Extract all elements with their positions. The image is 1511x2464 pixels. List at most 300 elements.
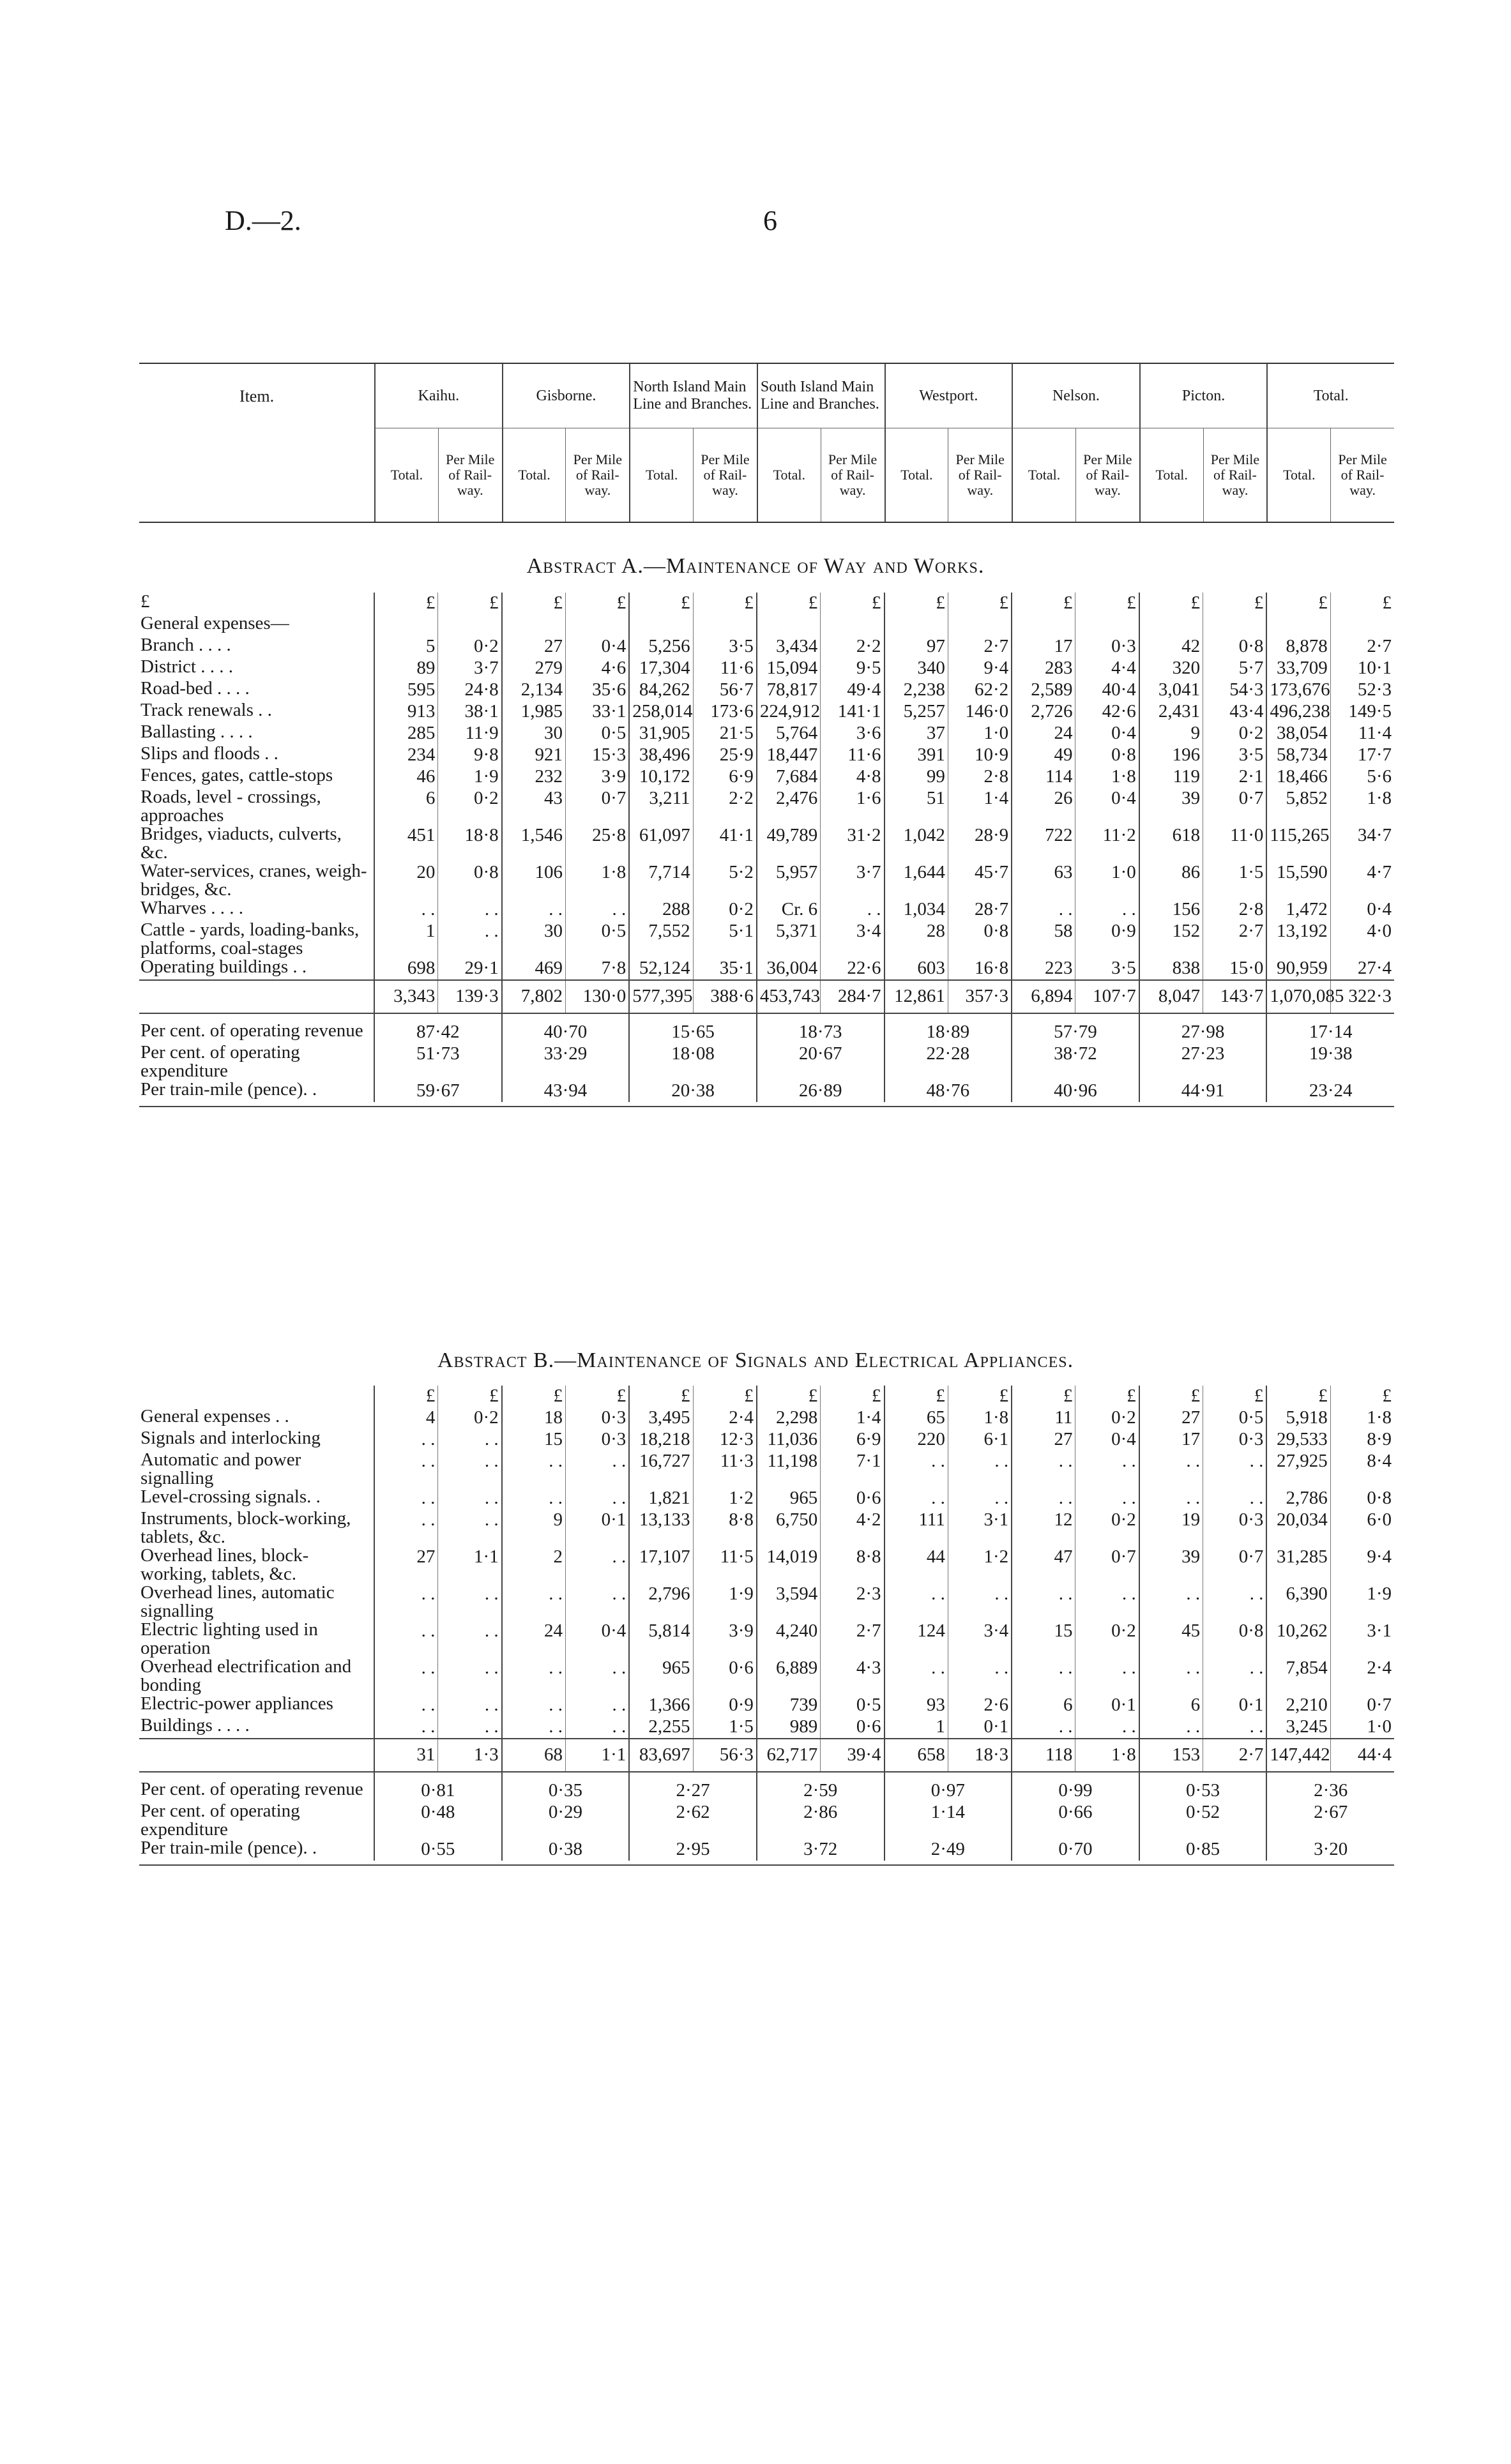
table-cell: . .	[1075, 1488, 1139, 1509]
document-code: D.—2.	[225, 205, 301, 236]
table-cell: 2,255	[629, 1716, 693, 1739]
table-cell: 2·7	[1330, 636, 1394, 658]
table-cell: 62·2	[948, 679, 1012, 701]
table-cell: 11·4	[1330, 723, 1394, 744]
table-cell: . .	[374, 1509, 438, 1546]
table-cell	[438, 614, 502, 636]
row-label: Water-services, cranes, weigh-bridges, &c.	[140, 861, 367, 900]
table-cell: 27·4	[1330, 958, 1394, 980]
table-cell: . .	[565, 1546, 629, 1583]
table-cell: 4,240	[757, 1621, 821, 1658]
table-cell: 739	[757, 1695, 821, 1716]
table-cell: 5,256	[629, 636, 693, 658]
table-cell: 2·7	[1203, 921, 1267, 958]
table-cell: 52·3	[1330, 679, 1394, 701]
table-cell: 1·8	[1330, 1407, 1394, 1429]
summary-cell: 17·14	[1266, 1022, 1394, 1043]
table-cell: 3·4	[821, 921, 885, 958]
summary-label: Per train-mile (pence). .	[140, 1838, 317, 1858]
table-cell: 119	[1139, 766, 1203, 788]
table-cell: 2·4	[1330, 1658, 1394, 1695]
table-cell: 56·7	[693, 679, 757, 701]
table-cell	[565, 614, 629, 636]
spacer-cell	[1012, 1772, 1139, 1780]
table-cell: 9·4	[948, 658, 1012, 679]
table-cell: 8·8	[693, 1509, 757, 1546]
table-cell: 0·3	[565, 1429, 629, 1451]
table-cell: . .	[1203, 1658, 1267, 1695]
table-cell: 42	[1139, 636, 1203, 658]
table-cell: 52,124	[629, 958, 693, 980]
table-cell: 8·4	[1330, 1451, 1394, 1488]
table-cell: 0·1	[948, 1716, 1012, 1739]
table-cell: 3·7	[821, 862, 885, 899]
group-south-island: South Island Main Line and Branches.	[757, 364, 885, 428]
table-cell: 63	[1012, 862, 1075, 899]
table-cell: 3·7	[438, 658, 502, 679]
table-cell: . .	[885, 1451, 948, 1488]
table-cell: 1,366	[629, 1695, 693, 1716]
total-cell: 1·8	[1075, 1739, 1139, 1772]
table-cell: 1·9	[1330, 1583, 1394, 1621]
table-row	[139, 614, 1394, 636]
total-cell: 56·3	[693, 1739, 757, 1772]
table-cell: 0·9	[1075, 921, 1139, 958]
table-cell: 2,796	[629, 1583, 693, 1621]
total-cell: 18·3	[948, 1739, 1012, 1772]
table-cell: 27	[1139, 1407, 1203, 1429]
table-cell: 232	[502, 766, 566, 788]
summary-row	[139, 1802, 1394, 1839]
table-cell: . .	[502, 1716, 566, 1739]
table-cell: 11	[1012, 1407, 1075, 1429]
subheader-per-mile: Per Mile of Rail-way.	[948, 428, 1012, 522]
table-cell: 279	[502, 658, 566, 679]
table-cell: 49·4	[821, 679, 885, 701]
table-cell: 12	[1012, 1509, 1075, 1546]
table-cell: 114	[1012, 766, 1075, 788]
table-cell: 19	[1139, 1509, 1203, 1546]
table-cell: 18·8	[438, 825, 502, 862]
table-cell: 15·0	[1203, 958, 1267, 980]
table-cell: 1·5	[693, 1716, 757, 1739]
row-label: District . . . .	[140, 656, 233, 677]
table-cell: 8,878	[1266, 636, 1330, 658]
table-cell: 1,034	[885, 899, 948, 921]
row-label: Signals and interlocking	[140, 1428, 321, 1448]
table-cell: . .	[438, 1488, 502, 1509]
table-cell: £	[1075, 593, 1139, 614]
spacer-cell	[885, 1772, 1012, 1780]
total-cell: 130·0	[565, 980, 629, 1013]
subheader-per-mile: Per Mile of Rail-way.	[438, 428, 502, 522]
table-cell: 0·2	[1075, 1509, 1139, 1546]
summary-cell: 0·35	[502, 1780, 630, 1802]
table-cell: . .	[1075, 899, 1139, 921]
table-cell: 11·9	[438, 723, 502, 744]
table-cell: 0·4	[565, 1621, 629, 1658]
table-cell	[948, 614, 1012, 636]
table-cell: £	[1203, 593, 1267, 614]
table-row	[139, 1451, 1394, 1488]
table-cell: . .	[374, 1621, 438, 1658]
table-cell: 2,210	[1266, 1695, 1330, 1716]
table-cell: 838	[1139, 958, 1203, 980]
total-cell: 107·7	[1075, 980, 1139, 1013]
table-cell: 1·6	[821, 788, 885, 825]
table-cell: 2,476	[757, 788, 821, 825]
table-cell: 7,684	[757, 766, 821, 788]
table-cell: 2·3	[821, 1583, 885, 1621]
summary-cell: 0·81	[374, 1780, 502, 1802]
table-cell: 0·1	[1203, 1695, 1267, 1716]
spacer-cell	[757, 1013, 885, 1022]
table-row	[139, 679, 1394, 701]
table-cell: 11·3	[693, 1451, 757, 1488]
row-label: Overhead lines, block-working, tablets, &c.	[140, 1545, 309, 1584]
table-cell: 18,218	[629, 1429, 693, 1451]
table-cell: 0·4	[1330, 899, 1394, 921]
spacer-cell	[1012, 1013, 1139, 1022]
summary-cell: 33·29	[502, 1043, 630, 1080]
table-cell	[629, 614, 693, 636]
table-cell: 28	[885, 921, 948, 958]
subheader-total: Total.	[1266, 428, 1330, 522]
summary-cell: 51·73	[374, 1043, 502, 1080]
table-cell: 5·7	[1203, 658, 1267, 679]
table-cell: 7,714	[629, 862, 693, 899]
total-cell: 357·3	[948, 980, 1012, 1013]
table-cell: 220	[885, 1429, 948, 1451]
row-label: Level-crossing signals. .	[140, 1486, 321, 1507]
subheader-total: Total.	[502, 428, 566, 522]
summary-cell: 20·67	[757, 1043, 885, 1080]
table-cell: £	[1266, 593, 1330, 614]
row-label: Electric-power appliances	[140, 1693, 333, 1714]
table-cell: 1·2	[948, 1546, 1012, 1583]
table-cell: 6,889	[757, 1658, 821, 1695]
table-cell: 3,211	[629, 788, 693, 825]
table-cell: . .	[1075, 1658, 1139, 1695]
table-cell: 0·2	[438, 1407, 502, 1429]
table-cell: 1,821	[629, 1488, 693, 1509]
table-cell: 0·3	[565, 1407, 629, 1429]
table-cell: 43·4	[1203, 701, 1267, 723]
table-cell: 54·3	[1203, 679, 1267, 701]
total-cell: 147,442	[1266, 1739, 1330, 1772]
summary-cell: 0·70	[1012, 1839, 1139, 1861]
table-cell: 111	[885, 1509, 948, 1546]
table-cell: . .	[438, 1509, 502, 1546]
table-cell: 149·5	[1330, 701, 1394, 723]
summary-cell: 38·72	[1012, 1043, 1139, 1080]
row-label: Ballasting . . . .	[140, 722, 253, 742]
table-cell: 5,918	[1266, 1407, 1330, 1429]
table-cell: 41·1	[693, 825, 757, 862]
table-cell: . .	[1203, 1716, 1267, 1739]
table-cell: . .	[438, 1621, 502, 1658]
spacer-cell	[1266, 1772, 1394, 1780]
table-cell: £	[374, 593, 438, 614]
table-row	[139, 899, 1394, 921]
summary-label: Per train-mile (pence). .	[140, 1079, 317, 1100]
summary-cell: 40·70	[502, 1022, 630, 1043]
table-cell: . .	[1075, 1583, 1139, 1621]
summary-cell: 3·20	[1266, 1839, 1394, 1861]
subheader-per-mile: Per Mile of Rail-way.	[1330, 428, 1394, 522]
group-gisborne: Gisborne.	[502, 364, 630, 428]
table-cell: . .	[374, 1658, 438, 1695]
table-cell: 6·9	[821, 1429, 885, 1451]
table-cell: 18,466	[1266, 766, 1330, 788]
table-cell: 3·9	[693, 1621, 757, 1658]
table-cell: 2·8	[1203, 899, 1267, 921]
table-cell: 93	[885, 1695, 948, 1716]
summary-row	[139, 1839, 1394, 1861]
total-cell: 6,894	[1012, 980, 1075, 1013]
table-cell: 15·3	[565, 744, 629, 766]
table-row	[139, 862, 1394, 899]
table-row	[139, 658, 1394, 679]
table-cell: 320	[1139, 658, 1203, 679]
group-north-island: North Island Main Line and Branches.	[629, 364, 757, 428]
total-cell: 153	[1139, 1739, 1203, 1772]
row-label: Overhead electrification and bonding	[140, 1656, 352, 1695]
table-cell: . .	[1012, 1658, 1075, 1695]
table-cell: 283	[1012, 658, 1075, 679]
table-cell: 4·7	[1330, 862, 1394, 899]
table-cell: £	[1139, 593, 1203, 614]
table-cell: 1,985	[502, 701, 566, 723]
summary-row	[139, 1043, 1394, 1080]
table-cell: 9·8	[438, 744, 502, 766]
table-cell: 340	[885, 658, 948, 679]
table-cell: 0·8	[1203, 1621, 1267, 1658]
spacer-cell	[757, 1772, 885, 1780]
table-cell: 2·7	[948, 636, 1012, 658]
summary-cell: 23·24	[1266, 1080, 1394, 1102]
table-row	[139, 701, 1394, 723]
row-label: Wharves . . . .	[140, 898, 244, 918]
table-cell: 84,262	[629, 679, 693, 701]
table-cell: £	[757, 593, 821, 614]
table-cell: 28·7	[948, 899, 1012, 921]
table-cell: 6·0	[1330, 1509, 1394, 1546]
table-cell: 3·1	[948, 1509, 1012, 1546]
table-cell: 921	[502, 744, 566, 766]
table-cell: 28·9	[948, 825, 1012, 862]
table-cell: £	[1330, 593, 1394, 614]
table-cell: 0·3	[1203, 1509, 1267, 1546]
table-row	[139, 1509, 1394, 1546]
table-cell: 15,094	[757, 658, 821, 679]
table-cell: . .	[438, 1451, 502, 1488]
summary-cell: 87·42	[374, 1022, 502, 1043]
row-label: Track renewals . .	[140, 700, 272, 720]
summary-cell: 0·55	[374, 1839, 502, 1861]
table-cell: 5,764	[757, 723, 821, 744]
table-cell: . .	[1075, 1451, 1139, 1488]
subheader-per-mile: Per Mile of Rail-way.	[693, 428, 757, 522]
table-cell: 34·7	[1330, 825, 1394, 862]
table-cell: 0·7	[1075, 1546, 1139, 1583]
summary-cell: 2·86	[757, 1802, 885, 1839]
table-cell: 27	[502, 636, 566, 658]
table-row	[139, 1583, 1394, 1621]
table-cell: 2·4	[693, 1407, 757, 1429]
table-cell: 223	[1012, 958, 1075, 980]
table-cell: £	[1139, 1386, 1203, 1407]
table-cell: 14,019	[757, 1546, 821, 1583]
group-total: Total.	[1266, 364, 1394, 428]
table-cell: £	[502, 593, 566, 614]
table-cell: 2·2	[693, 788, 757, 825]
table-cell: 24·8	[438, 679, 502, 701]
table-cell: 45	[1139, 1621, 1203, 1658]
table-cell: £	[374, 1386, 438, 1407]
table-cell: 22·6	[821, 958, 885, 980]
table-cell: 0·7	[1330, 1695, 1394, 1716]
table-cell: 0·8	[948, 921, 1012, 958]
table-row	[139, 636, 1394, 658]
total-cell: 1·3	[438, 1739, 502, 1772]
table-cell: 6,390	[1266, 1583, 1330, 1621]
row-label: Bridges, viaducts, culverts, &c.	[140, 824, 342, 863]
summary-cell: 0·66	[1012, 1802, 1139, 1839]
summary-cell: 2·95	[629, 1839, 757, 1861]
table-cell: 234	[374, 744, 438, 766]
total-cell: 39·4	[821, 1739, 885, 1772]
row-label: Slips and floods . .	[140, 743, 278, 764]
table-cell: 5	[374, 636, 438, 658]
table-cell: 2·6	[948, 1695, 1012, 1716]
table-cell: 288	[629, 899, 693, 921]
table-row	[139, 958, 1394, 980]
table-cell	[1266, 614, 1330, 636]
table-row	[139, 744, 1394, 766]
table-cell: 258,014	[629, 701, 693, 723]
table-row	[139, 1488, 1394, 1509]
table-cell: 46	[374, 766, 438, 788]
table-cell: 2·1	[1203, 766, 1267, 788]
column-header	[139, 363, 1394, 523]
table-cell: 58	[1012, 921, 1075, 958]
table-cell: . .	[565, 1658, 629, 1695]
table-cell: 39	[1139, 1546, 1203, 1583]
table-cell: 9	[502, 1509, 566, 1546]
table-cell: 0·7	[1203, 788, 1267, 825]
table-cell: 27,925	[1266, 1451, 1330, 1488]
table-cell: 2,589	[1012, 679, 1075, 701]
abstract-a-table	[139, 593, 1394, 1102]
summary-cell: 0·53	[1139, 1780, 1267, 1802]
total-label	[139, 1739, 374, 1772]
table-cell: 10,172	[629, 766, 693, 788]
table-cell: 1·1	[438, 1546, 502, 1583]
summary-label: Per cent. of operating expenditure	[140, 1801, 300, 1840]
table-cell: 7·1	[821, 1451, 885, 1488]
table-cell: 58,734	[1266, 744, 1330, 766]
table-cell: . .	[502, 1583, 566, 1621]
table-cell: 0·6	[821, 1488, 885, 1509]
table-cell: . .	[502, 1451, 566, 1488]
table-cell: 30	[502, 723, 566, 744]
summary-cell: 59·67	[374, 1080, 502, 1102]
table-cell: £	[948, 1386, 1012, 1407]
table-row	[139, 1429, 1394, 1451]
table-cell: 24	[502, 1621, 566, 1658]
table-cell: 27	[1012, 1429, 1075, 1451]
spacer-cell	[502, 1772, 630, 1780]
table-cell: 603	[885, 958, 948, 980]
table-cell: 4·6	[565, 658, 629, 679]
table-row	[139, 1716, 1394, 1739]
table-cell: 0·5	[565, 921, 629, 958]
table-cell: 4·3	[821, 1658, 885, 1695]
summary-cell: 27·23	[1139, 1043, 1267, 1080]
table-cell: . .	[438, 1716, 502, 1739]
table-cell: 49	[1012, 744, 1075, 766]
table-cell: . .	[565, 1451, 629, 1488]
table-cell: 1,644	[885, 862, 948, 899]
table-cell: . .	[1012, 1451, 1075, 1488]
table-cell: 17·7	[1330, 744, 1394, 766]
table-cell: 38,054	[1266, 723, 1330, 744]
table-cell: 1,042	[885, 825, 948, 862]
table-cell: 3·5	[1075, 958, 1139, 980]
table-cell: 2·7	[821, 1621, 885, 1658]
table-cell: . .	[502, 1488, 566, 1509]
table-cell: 0·5	[1203, 1407, 1267, 1429]
total-cell: 453,743	[757, 980, 821, 1013]
total-cell: 12,861	[885, 980, 948, 1013]
table-cell: 3·9	[565, 766, 629, 788]
table-cell: 6	[1139, 1695, 1203, 1716]
row-label: Instruments, block-working, tablets, &c.	[140, 1508, 351, 1547]
table-cell: 39	[1139, 788, 1203, 825]
table-cell	[1330, 614, 1394, 636]
row-label: Roads, level - crossings, approaches	[140, 787, 321, 826]
total-cell: 3,343	[374, 980, 438, 1013]
item-spacer	[139, 428, 374, 522]
table-cell: . .	[821, 899, 885, 921]
table-cell	[502, 614, 566, 636]
total-cell: 139·3	[438, 980, 502, 1013]
table-row	[139, 1386, 1394, 1407]
table-cell: 173,676	[1266, 679, 1330, 701]
table-cell: 1,472	[1266, 899, 1330, 921]
table-cell: 25·9	[693, 744, 757, 766]
table-cell: . .	[565, 1716, 629, 1739]
table-cell: 2,786	[1266, 1488, 1330, 1509]
table-cell: . .	[565, 1695, 629, 1716]
table-cell: 26	[1012, 788, 1075, 825]
table-cell: . .	[374, 1451, 438, 1488]
table-cell: . .	[1139, 1716, 1203, 1739]
table-cell: 4·2	[821, 1509, 885, 1546]
table-cell: £	[438, 1386, 502, 1407]
table-cell: . .	[948, 1583, 1012, 1621]
table-cell: 0·4	[565, 636, 629, 658]
table-cell: 618	[1139, 825, 1203, 862]
table-cell: 97	[885, 636, 948, 658]
table-cell: . .	[885, 1583, 948, 1621]
table-cell: . .	[565, 1488, 629, 1509]
table-cell: . .	[1203, 1583, 1267, 1621]
table-row	[139, 1546, 1394, 1583]
table-cell: 0·9	[693, 1695, 757, 1716]
total-cell: 44·4	[1330, 1739, 1394, 1772]
